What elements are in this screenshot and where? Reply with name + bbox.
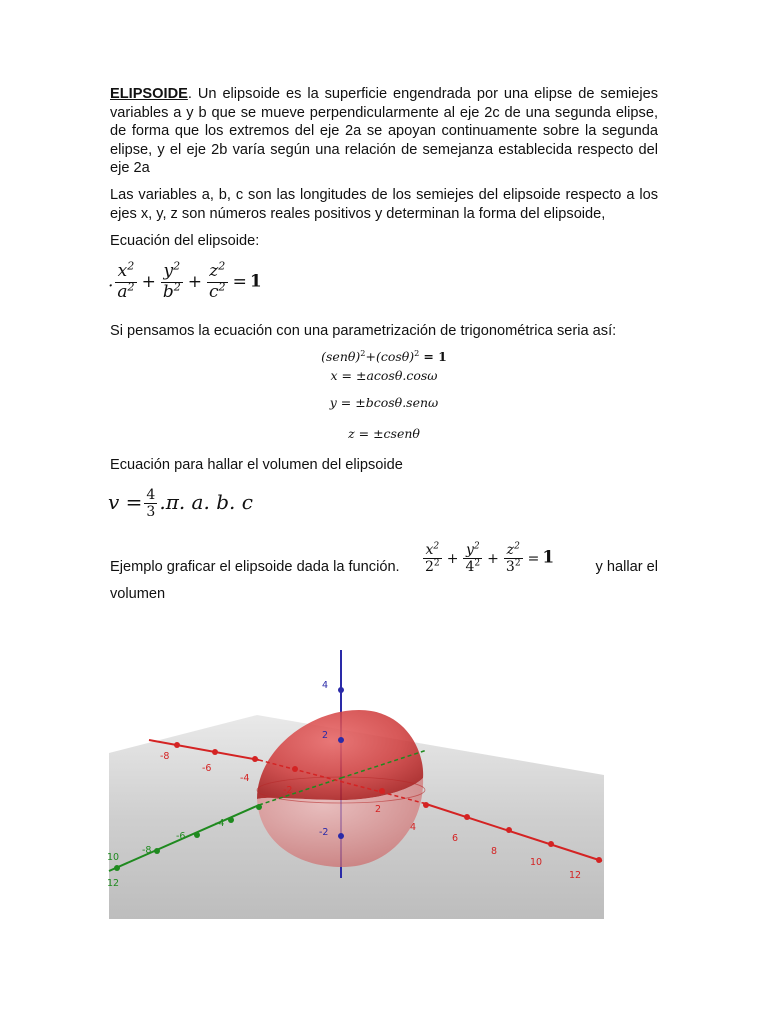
z-tick-label: 4 [322,680,329,691]
identity-equation: $(sen\theta)^2+(\cos\theta)^2 = 1$ [321,347,447,364]
example-tail-2: volumen [110,586,166,602]
red-tick-label: -8 [160,751,170,762]
red-tick-label: -2 [283,785,293,796]
z-tick-label: -2 [319,827,329,838]
ellipsoid-equation: . $\frac{x^2}{a^2}$ + $\frac{y^2}{b^2}$ + $\frac{z^2}{c^2}$ = 1 [108,259,262,302]
red-tick-label: 8 [491,846,498,857]
example-line [110,540,658,590]
param-x: x = ±acosθ.cosω [330,368,438,383]
green-tick-label: -4 [215,818,225,829]
red-tick-label: -4 [240,773,250,784]
intro-text: . Un elipsoide es la superficie engendrada por una elipse de semiejes variables a y b que se mueve perpendicularmente al eje 2c de una segunda elipse, de forma que los extremos del eje 2a se apoyan continuamente sobre la segunda elipse, y el eje 2b varía según una relación de semejanza establecida respecto del eje 2a [110,86,658,177]
red-tick-label: 4 [410,822,417,833]
red-tick-label: 6 [452,833,459,844]
variables-paragraph: Las variables a, b, c son las longitudes de los semiejes del elipsoide respecto a los ejes x, y, z son números reales positivos y determinan la forma del elipsoide, [110,187,658,222]
z-tick-label: 2 [322,730,329,741]
red-tick-label: -6 [202,763,212,774]
intro-paragraph [110,85,658,178]
volume-heading: Ecuación para hallar el volumen del elipsoide [110,457,403,473]
example-lead: Ejemplo graficar el elipsoide dada la función. [110,559,400,575]
green-tick-label: -8 [142,845,152,856]
green-tick-label: -6 [176,831,186,842]
ellipsoid-graph [109,650,604,919]
equation-heading: Ecuación del elipsoide: [110,233,260,249]
volume-equation: v = $\frac{4}{3}$ .π. a. b. c [108,487,253,521]
param-paragraph: Si pensamos la ecuación con una parametrización de trigonométrica seria así: [110,323,617,339]
red-tick-label: 10 [530,857,543,868]
param-y: y = ±bcosθ.senω [329,395,439,410]
red-tick-label: 2 [375,804,382,815]
example-equation: $\frac{x^2}{2^2}$ + $\frac{y^2}{4^2}$ + $\frac{z^2}{3^2}$ = 1 [425,541,555,576]
example-tail: y hallar el [595,559,658,575]
term-elipsoide: ELIPSOIDE [110,86,188,102]
param-z: z = ±csenθ [348,426,420,441]
green-tick-label: 10 [107,852,120,863]
green-tick-label: 12 [107,878,120,889]
red-tick-label: 12 [569,870,582,881]
